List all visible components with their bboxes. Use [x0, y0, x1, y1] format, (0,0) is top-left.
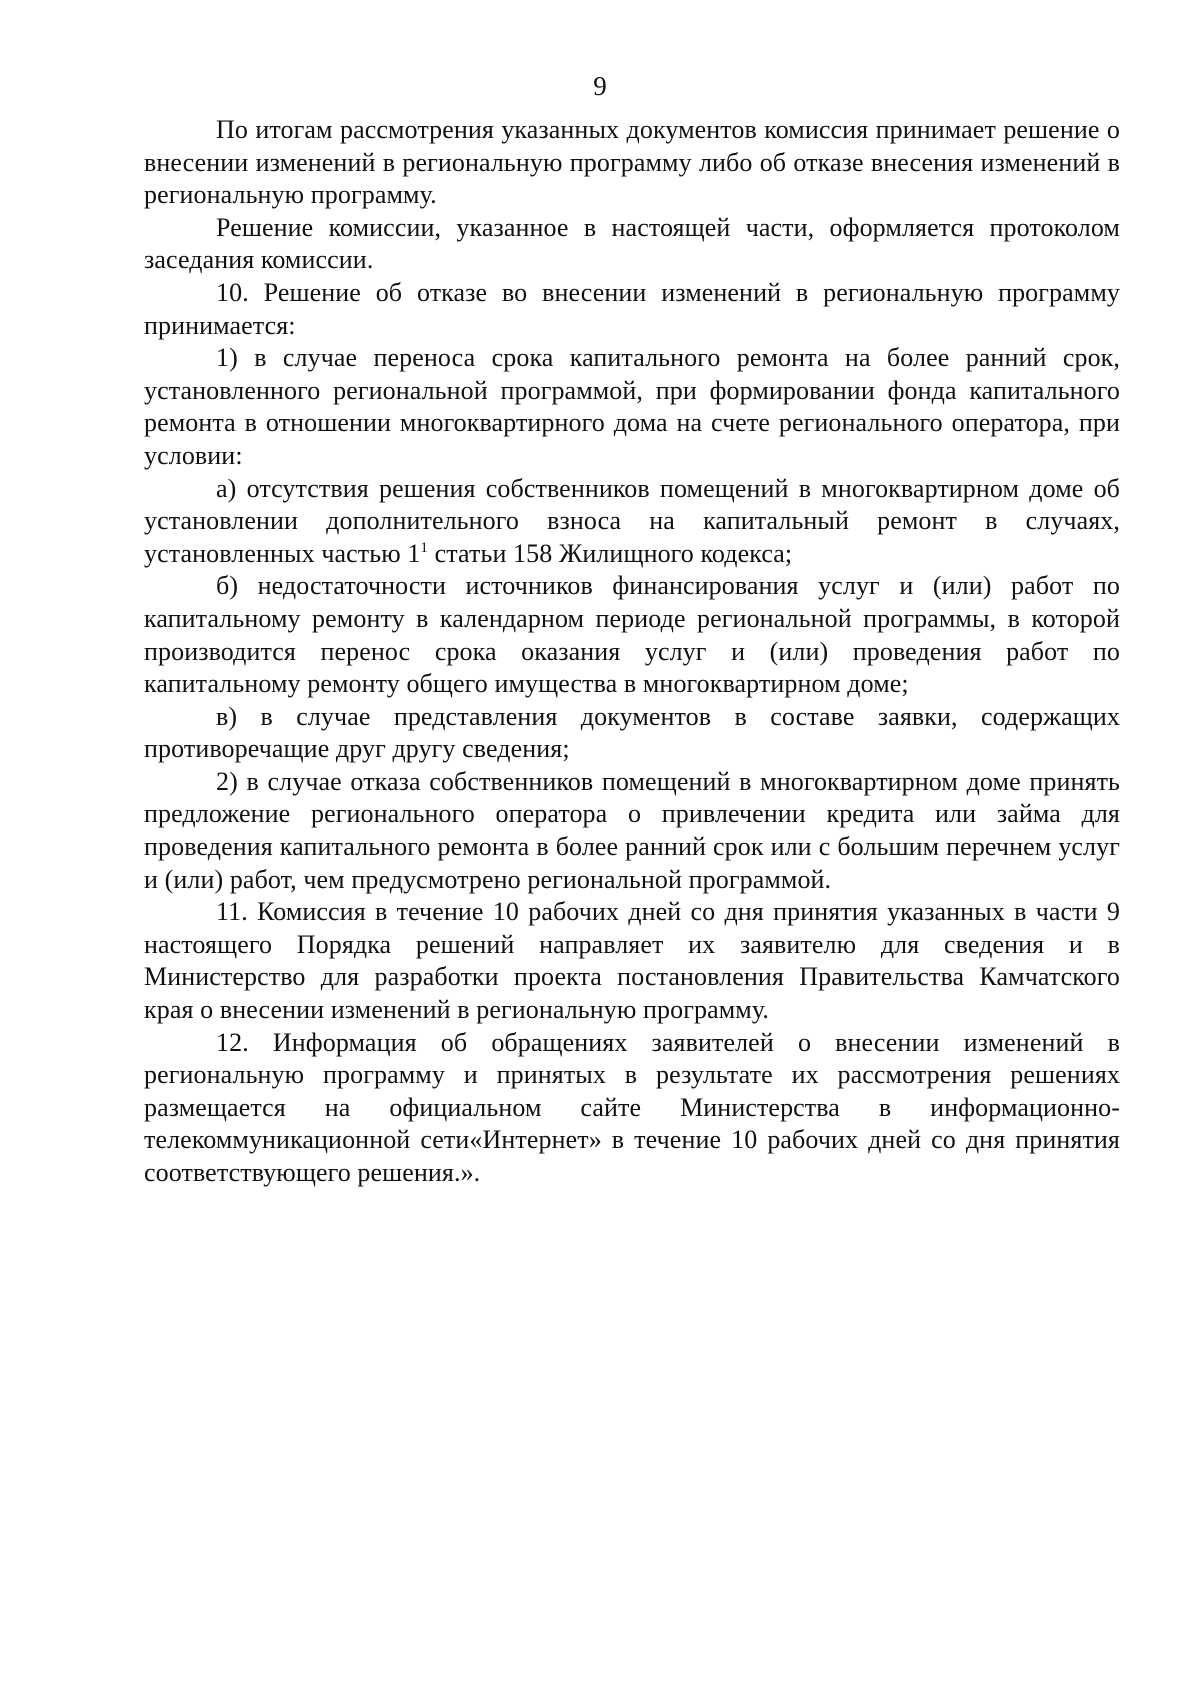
- paragraph-10-item-2: 2) в случае отказа собственников помещений в многоквартирном доме принять предложение регионального оператора о привлечении кредита или займа для проведения капитального ремонта в более ранний срок или с большим перечнем услуг и (или) работ, чем предусмотрено региональной программой.: [144, 766, 1120, 894]
- paragraph-review-decision: По итогам рассмотрения указанных документов комиссия принимает решение о внесении изменений в региональную программу либо об отказе внесения изменений в региональную программу.: [144, 115, 1120, 210]
- paragraph-12: 12. Информация об обращениях заявителей о внесении изменений в региональную программу и принятых в результате их рассмотрения решениях размещается на официальном сайте Министерства в информационно-телекоммуникационной сети«Интернет» в течение 10 рабочих дней со дня принятия соответствующего решения.».: [144, 1027, 1120, 1187]
- page-number: 9: [593, 71, 607, 101]
- paragraph-10-item-1c: в) в случае представления документов в составе заявки, содержащих противоречащие друг другу сведения;: [144, 701, 1120, 764]
- paragraph-10-item-1a-text-end: статьи 158 Жилищного кодекса;: [428, 538, 793, 568]
- paragraph-10-refusal: 10. Решение об отказе во внесении изменений в региональную программу принимается:: [144, 277, 1120, 340]
- paragraph-10-item-1a-text: а) отсутствия решения собственников помещений в многоквартирном доме об установлении дополнительного взноса на капитальный ремонт в случаях, установленных частью 1: [144, 473, 1120, 568]
- paragraph-protocol: Решение комиссии, указанное в настоящей части, оформляется протоколом заседания комиссии.: [144, 212, 1120, 275]
- paragraph-10-item-1: 1) в случае переноса срока капитального ремонта на более ранний срок, установленного региональной программой, при формировании фонда капитального ремонта в отношении многоквартирного дома на счете регионального оператора, при условии:: [144, 343, 1120, 470]
- document-body: [144, 114, 1120, 1190]
- superscript-index: 1: [420, 539, 429, 556]
- paragraph-10-item-1a: [144, 473, 1120, 571]
- paragraph-11: 11. Комиссия в течение 10 рабочих дней со дня принятия указанных в части 9 настоящего Порядка решений направляет их заявителю для сведения и в Министерство для разработки проекта постановления Правительства Камчатского края о внесении изменений в региональную программу.: [144, 897, 1120, 1025]
- paragraph-10-item-1b: б) недостаточности источников финансирования услуг и (или) работ по капитальному ремонту в календарном периоде региональной программы, в которой производится перенос срока оказания услуг и (или) проведения работ по капитальному ремонту общего имущества в многоквартирном доме;: [144, 571, 1120, 699]
